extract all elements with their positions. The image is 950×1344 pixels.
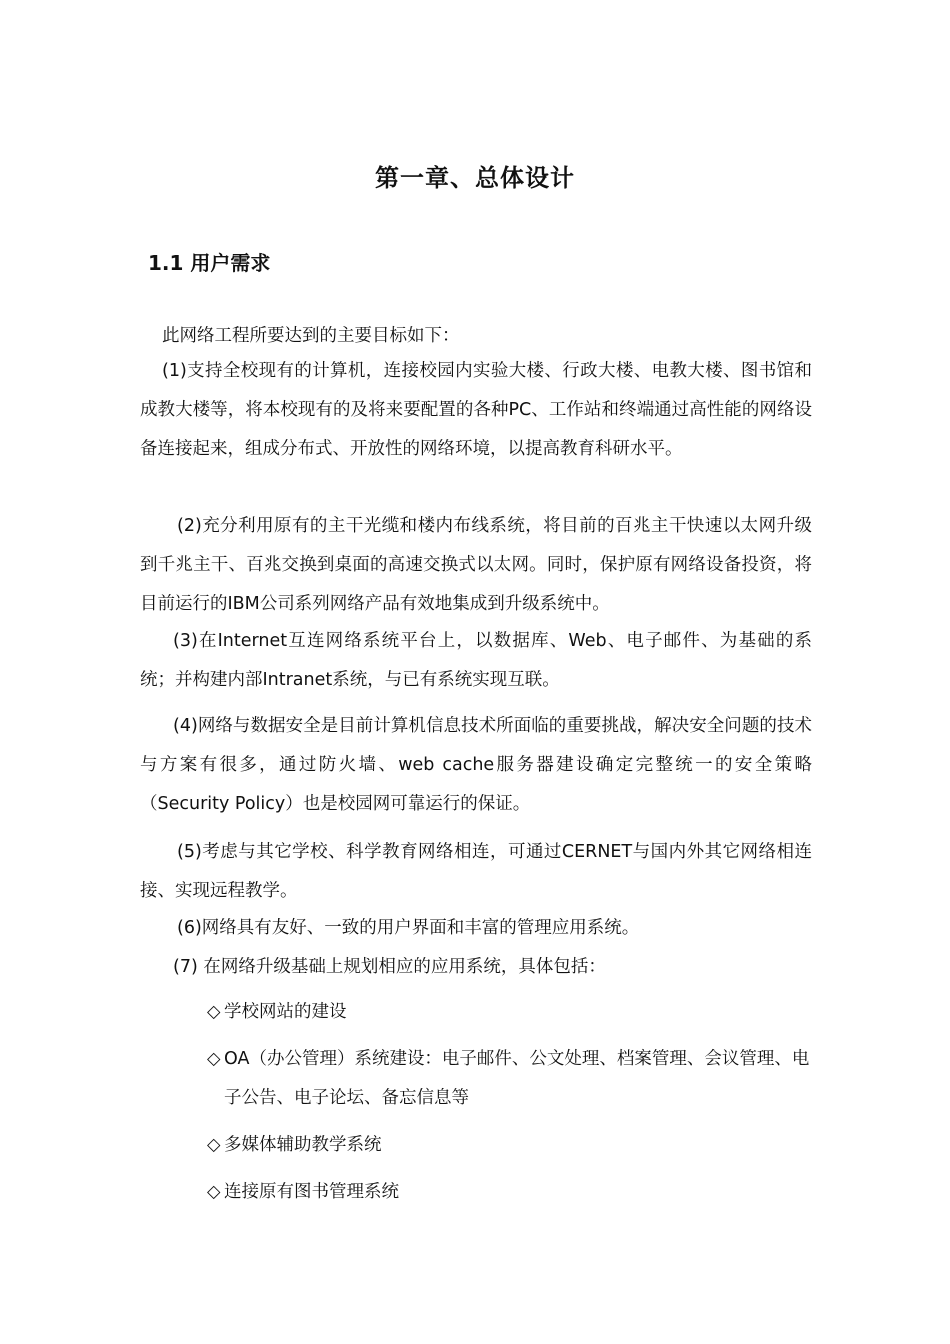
list-item-text: 学校网站的建设 — [224, 1002, 347, 1022]
list-item-text: 连接原有图书管理系统 — [224, 1182, 399, 1202]
list-item — [207, 1173, 812, 1212]
goal-paragraph-2: (2)充分利用原有的主干光缆和楼内布线系统，将目前的百兆主干快速以太网升级到千兆主干、百兆交换到桌面的高速交换式以太网。同时，保护原有网络设备投资，将目前运行的IBM公司系列网络产品有效地集成到升级系统中。 — [140, 516, 812, 614]
goal-paragraph-1: (1)支持全校现有的计算机，连接校园内实验大楼、行政大楼、电教大楼、图书馆和成教大楼等，将本校现有的及将来要配置的各种PC、工作站和终端通过高性能的网络设备连接起来，组成分布式、开放性的网络环境，以提高教育科研水平。 — [140, 361, 812, 459]
chapter-title: 第一章、总体设计 — [375, 164, 575, 192]
goal-paragraph-3: (3)在Internet互连网络系统平台上，以数据库、Web、电子邮件、为基础的系统；并构建内部Intranet系统，与已有系统实现互联。 — [140, 631, 812, 690]
list-item — [207, 993, 812, 1032]
goal-paragraph-6: (6)网络具有友好、一致的用户界面和丰富的管理应用系统。 — [177, 918, 640, 938]
goal-paragraph-7: (7) 在网络升级基础上规划相应的应用系统，具体包括： — [173, 957, 606, 977]
list-item-text: 多媒体辅助教学系统 — [224, 1135, 382, 1155]
goal-paragraph-4: (4)网络与数据安全是目前计算机信息技术所面临的重要挑战，解决安全问题的技术与方案有很多，通过防火墙、web cache服务器建设确定完整统一的安全策略（Security Policy）也是校园网可靠运行的保证。 — [140, 716, 812, 814]
diamond-bullet-icon: ◇ — [207, 1135, 221, 1155]
list-item-text: OA（办公管理）系统建设：电子邮件、公文处理、档案管理、会议管理、电子公告、电子论坛、备忘信息等 — [224, 1049, 810, 1108]
diamond-bullet-icon: ◇ — [207, 1002, 221, 1022]
list-item — [207, 1126, 812, 1165]
diamond-bullet-icon: ◇ — [207, 1049, 221, 1069]
intro-paragraph: 此网络工程所要达到的主要目标如下： — [162, 326, 460, 346]
goal-paragraph-5: (5)考虑与其它学校、科学教育网络相连，可通过CERNET与国内外其它网络相连接、实现远程教学。 — [140, 842, 812, 901]
list-item — [207, 1040, 812, 1118]
diamond-bullet-icon: ◇ — [207, 1182, 221, 1202]
section-title: 1.1 用户需求 — [148, 251, 271, 275]
